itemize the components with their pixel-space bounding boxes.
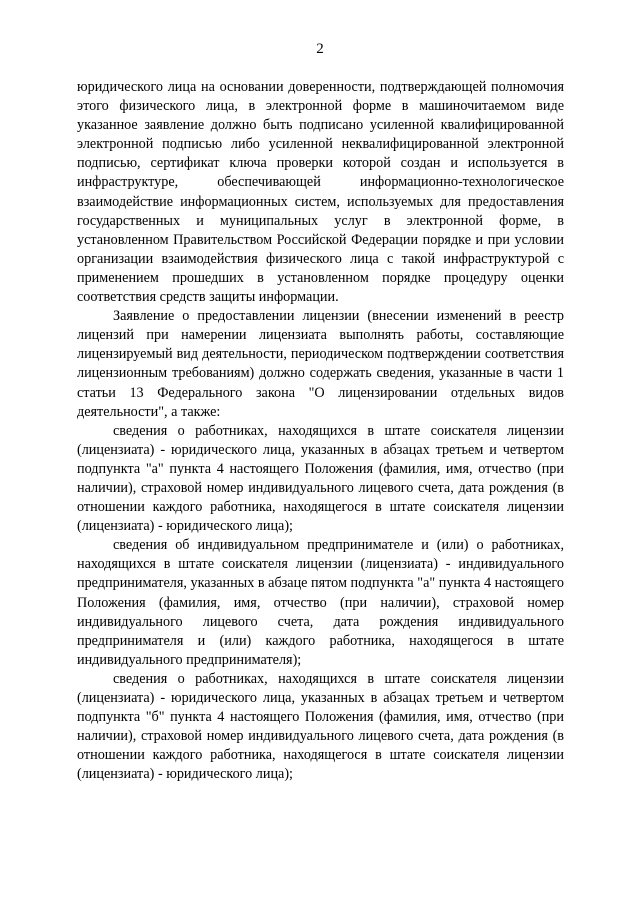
paragraph-continuation: юридического лица на основании доверенности, подтверждающей полномочия этого физического лица, в электронной форме в машиночитаемом виде указанное заявление должно быть подписано усиленной квалифицированной электронной подписью либо усиленной неквалифицированной электронной подписью, сертификат ключа проверки которой создан и используется в инфраструктуре, обеспечивающей информационно-технологическое взаимодействие информационных систем, используемых для предоставления государственных и муниципальных услуг в электронной форме, в установленном Правительством Российской Федерации порядке и при условии организации взаимодействия физического лица с такой инфраструктурой с применением прошедших в установленном порядке процедуру оценки соответствия средств защиты информации. [77, 79, 564, 306]
paragraph-individual-entrepreneur: сведения об индивидуальном предпринимателе и (или) о работниках, находящихся в штате соискателя лицензии (лицензиата) - индивидуального предпринимателя, указанных в абзаце пятом подпункта "а" пункта 4 настоящего Положения (фамилия, имя, отчество (при наличии), страховой номер индивидуального лицевого счета, дата рождения индивидуального предпринимателя и (или) каждого работника, находящегося в штате индивидуального предпринимателя); [77, 537, 564, 668]
paragraph-legal-entity-employees: сведения о работниках, находящихся в штате соискателя лицензии (лицензиата) - юридического лица, указанных в абзацах третьем и четвертом подпункта "а" пункта 4 настоящего Положения (фамилия, имя, отчество (при наличии), страховой номер индивидуального лицевого счета, дата рождения (в отношении каждого работника, находящегося в штате соискателя лицензии (лицензиата) - юридического лица); [77, 422, 564, 535]
document-body [77, 78, 564, 784]
paragraph-application-contents: Заявление о предоставлении лицензии (внесении изменений в реестр лицензий при намерении лицензиата выполнять работы, составляющие лицензируемый вид деятельности, периодическом подтверждении соответствия лицензионным требованиям) должно содержать сведения, указанные в части 1 статьи 13 Федерального закона "О лицензировании отдельных видов деятельности", а также: [77, 308, 564, 420]
paragraph-legal-entity-employees-b: сведения о работниках, находящихся в штате соискателя лицензии (лицензиата) - юридического лица, указанных в абзацах третьем и четвертом подпункта "б" пункта 4 настоящего Положения (фамилия, имя, отчество (при наличии), страховой номер индивидуального лицевого счета, дата рождения (в отношении каждого работника, находящегося в штате соискателя лицензии (лицензиата) - юридического лица); [77, 670, 564, 783]
page-number: 2 [316, 41, 324, 57]
